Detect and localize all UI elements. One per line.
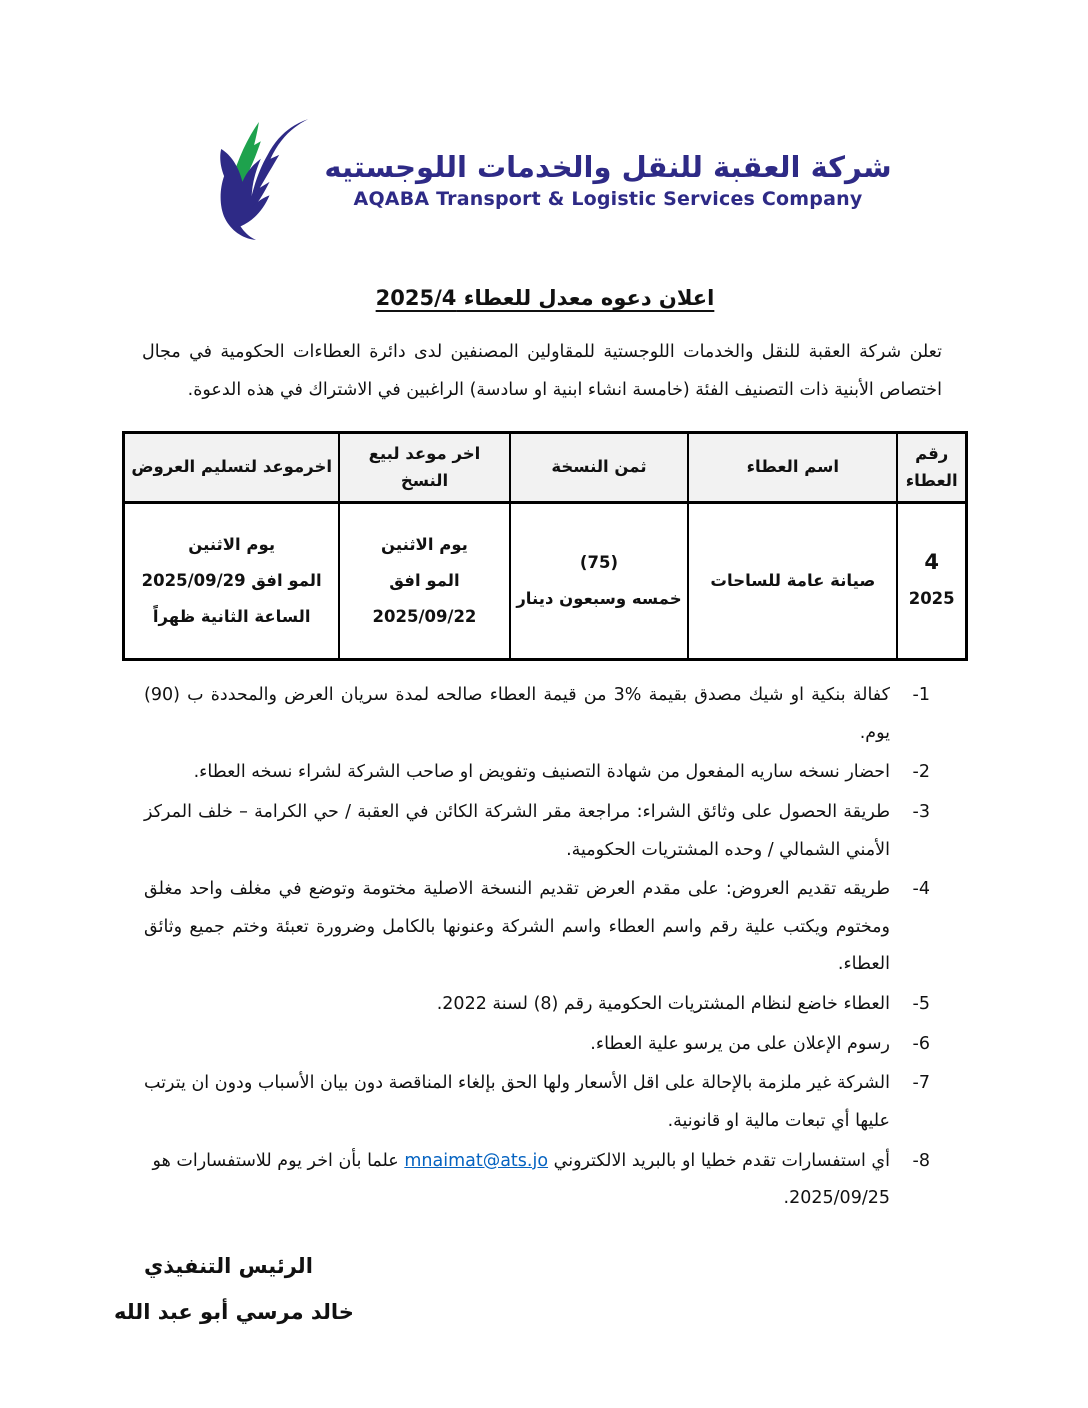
item-number: -7 [912, 1073, 930, 1094]
list-item-8 [144, 1143, 930, 1218]
company-name-arabic: شركة العقبة للنقل والخدمات اللوجستيه [324, 150, 892, 185]
intro-paragraph: تعلن شركة العقبة للنقل والخدمات اللوجستية للمقاولين المصنفين لدى دائرة العطاءات الحكومية في مجال اختصاص الأبنية ذات التصنيف الفئة (خامسة انشاء ابنية او سادسة) الراغبين في الاشتراك في هذه الدعوة. [142, 342, 942, 400]
tender-table [122, 431, 968, 661]
item-text: العطاء خاضع لنظام المشتريات الحكومية رقم (8) لسنة 2022. [436, 994, 890, 1015]
list-item-4 [144, 871, 930, 984]
sale-day: يوم الاثنين [381, 534, 468, 554]
item-text: الشركة غير ملزمة بالإحالة على اقل الأسعار ولها الحق بإلغاء المناقصة دون بيان الأسباب ودون ان يترتب عليها أي تبعات مالية او قانونية. [144, 1073, 890, 1131]
item-number: -1 [912, 685, 930, 706]
signatory-position: الرئيس التنفيذي [144, 1253, 313, 1278]
list-item-5 [144, 986, 930, 1024]
header-sale-deadline: اخر موعد لبيع النسخ [339, 433, 509, 503]
cell-tender-name: صيانة عامة للساحات [688, 503, 897, 660]
item-text: رسوم الإعلان على من يرسو علية العطاء. [590, 1033, 890, 1054]
header-tender-name: اسم العطاء [688, 433, 897, 503]
sale-date: المو افق 2025/09/22 [372, 570, 477, 627]
signatory-name: خالد مرسي أبو عبد الله [114, 1299, 354, 1324]
tender-year: 2025 [908, 588, 955, 608]
item-number: -3 [912, 801, 930, 822]
company-name-block [324, 151, 891, 210]
list-item-3 [144, 794, 930, 869]
item-number: -6 [912, 1033, 930, 1054]
conditions-list [144, 677, 930, 1218]
item-text: كفالة بنكية او شيك مصدق بقيمة %3 من قيمة العطاء صالحه لمدة سريان العرض والمحددة ب (90) يوم. [144, 685, 890, 743]
header-copy-price: ثمن النسخة [510, 433, 689, 503]
header-submit-deadline: اخرموعد لتسليم العروض [124, 433, 340, 503]
item-text: طريقه تقديم العروض: على مقدم العرض تقديم النسخة الاصلية مختومة وتوضع في مغلف واحد مغلق ومختوم ويكتب علية رقم واسم العطاء واسم الشركة وعنونها بالكامل وضرورة تعبئة وختم جميع وثائق العطاء. [144, 879, 890, 975]
item-number: -4 [912, 879, 930, 900]
list-item-7 [144, 1065, 930, 1140]
list-item-1 [144, 677, 930, 752]
price-value: (75) [579, 552, 618, 572]
cell-tender-number [897, 503, 966, 660]
item-text-before-email: أي استفسارات تقدم خطيا او بالبريد الالكتروني [548, 1150, 890, 1171]
item-text-after-email: علما بأن اخر يوم للاستفسارات هو [152, 1150, 399, 1171]
cell-submit-deadline [124, 503, 340, 660]
bird-logo-icon [198, 116, 314, 246]
table-row [124, 503, 967, 660]
header-tender-number: رقم العطاء [897, 433, 966, 503]
price-words: خمسه وسبعون دينار [516, 589, 682, 609]
table-header-row [124, 433, 967, 503]
list-item-2 [144, 754, 930, 792]
inquiry-deadline-date: 2025/09/25. [783, 1188, 890, 1209]
cell-copy-price [510, 503, 689, 660]
company-name-english: AQABA Transport & Logistic Services Company [353, 187, 863, 210]
submit-date: المو افق 2025/09/29 [141, 570, 322, 590]
document-title: اعلان دعوه معدل للعطاء 2025/4 [375, 286, 715, 310]
signature-block [114, 1253, 968, 1324]
submit-time: الساعة الثانية ظهراً [152, 607, 311, 627]
cell-sale-deadline [339, 503, 509, 660]
item-number: -5 [912, 994, 930, 1015]
item-number: -2 [912, 762, 930, 783]
item-text: احضار نسخه ساريه المفعول من شهادة التصنيف وتفويض او صاحب الشركة لشراء نسخه العطاء. [193, 762, 890, 783]
list-item-6 [144, 1026, 930, 1064]
email-link[interactable]: mnaimat@ats.jo [404, 1150, 549, 1171]
company-logo [122, 0, 968, 246]
tender-number: 4 [924, 550, 939, 575]
item-number: -8 [912, 1150, 930, 1171]
submit-day: يوم الاثنين [188, 534, 276, 554]
item-text: طريقة الحصول على وثائق الشراء: مراجعة مقر الشركة الكائن في العقبة / حي الكرامة – خلف المركز الأمني الشمالي / وحده المشتريات الحكومية. [144, 801, 890, 860]
